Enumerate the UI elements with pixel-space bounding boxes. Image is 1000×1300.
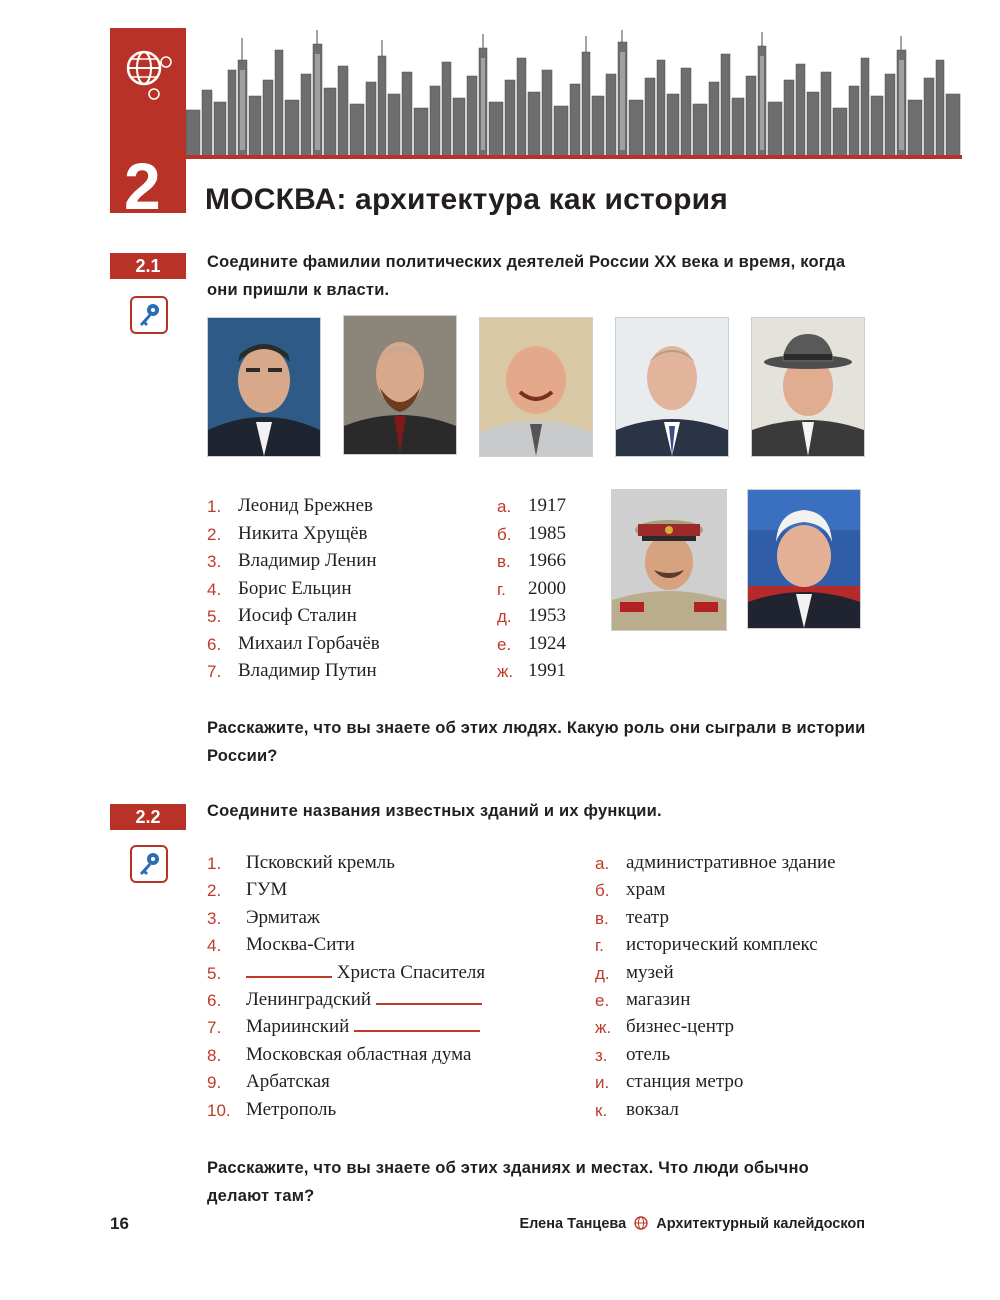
exercise-tag-2-2: 2.2: [110, 804, 186, 830]
chapter-block: [110, 28, 186, 223]
discussion-2-2: Расскажите, что вы знаете об этих зданиях и местах. Что люди обычно делают там?: [207, 1159, 809, 1205]
skyline-illustration: [186, 30, 962, 158]
portrait-yeltsin: [748, 490, 860, 628]
key-icon: [132, 298, 166, 332]
key-icon: [132, 847, 166, 881]
discussion-2-1: Расскажите, что вы знаете об этих людях. Какую роль они сыграли в истории России?: [207, 719, 866, 765]
portrait-putin: [616, 318, 728, 456]
portrait-khrushchev: [480, 318, 592, 456]
running-footer: [519, 1216, 865, 1232]
answer-blank[interactable]: [246, 975, 332, 978]
answer-blank[interactable]: [354, 1029, 480, 1032]
chapter-title: МОСКВА: архитектура как история: [205, 183, 728, 216]
portrait-gorbachev: [752, 318, 864, 456]
functions-list: а. административное здание б. храм в. театр г. исторический комплекс д. музей е. магазин ж. бизнес-центр з. отель и. станция метро к. вокзал: [595, 852, 836, 1120]
globe-icon: [120, 46, 176, 126]
portrait-lenin: [344, 316, 456, 454]
answer-key-button-2-1[interactable]: [130, 296, 168, 334]
author-name: Елена Танцева: [519, 1216, 627, 1232]
chapter-number: 2: [124, 149, 161, 223]
header-divider: [186, 155, 962, 159]
people-list: 1. Леонид Брежнев 2. Никита Хрущёв 3. Владимир Ленин 4. Борис Ельцин 5. Иосиф Сталин 6. Михаил Горбачёв 7. Владимир Путин: [207, 495, 380, 681]
instruction-2-2: Соедините названия известных зданий и их функции.: [207, 802, 662, 820]
answer-blank[interactable]: [376, 1002, 482, 1005]
globe-icon: [634, 1216, 648, 1230]
years-list: а. 1917 б. 1985 в. 1966 г. 2000 д. 1953 е. 1924 ж. 1991: [497, 495, 566, 681]
book-title: Архитектурный калейдоскоп: [656, 1216, 865, 1232]
buildings-list: 1. Псковский кремль 2. ГУМ 3. Эрмитаж 4. Москва-Сити 5. Христа Спасителя 6. Ленинградский 7. Мариинский 8. Московская областная дума 9. Арбатская 10. Метрополь: [207, 852, 486, 1120]
exercise-tag-2-1: 2.1: [110, 253, 186, 279]
portrait-brezhnev: [208, 318, 320, 456]
answer-key-button-2-2[interactable]: [130, 845, 168, 883]
portrait-stalin: [612, 490, 726, 630]
page-number: 16: [110, 1214, 129, 1233]
instruction-2-1: Соедините фамилии политических деятелей России XX века и время, когда они пришли к власти.: [207, 253, 846, 299]
